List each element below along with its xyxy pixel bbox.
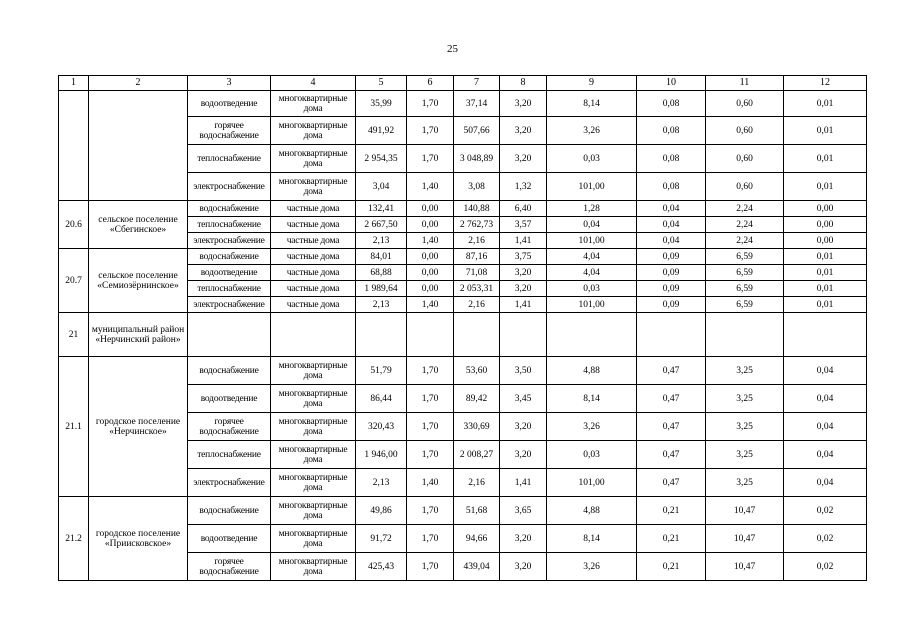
value-col8: 3,20 — [500, 281, 547, 297]
value-col11: 3,25 — [706, 413, 784, 441]
value-col5: 2,13 — [356, 297, 407, 313]
value-col8: 1,41 — [500, 297, 547, 313]
municipality-name — [89, 91, 188, 201]
value-col6: 0,00 — [407, 281, 454, 297]
value-col9: 0,04 — [547, 217, 637, 233]
column-number: 3 — [188, 76, 271, 91]
value-col12: 0,02 — [784, 553, 867, 581]
column-number: 4 — [271, 76, 356, 91]
value-col8: 3,20 — [500, 91, 547, 117]
value-col8: 3,65 — [500, 497, 547, 525]
value-col8: 3,20 — [500, 553, 547, 581]
value-col6: 1,70 — [407, 497, 454, 525]
value-col11: 6,59 — [706, 249, 784, 265]
value-col12: 0,00 — [784, 201, 867, 217]
value-col8: 3,20 — [500, 413, 547, 441]
value-col7: 71,08 — [454, 265, 500, 281]
value-col7: 89,42 — [454, 385, 500, 413]
value-col9: 3,26 — [547, 553, 637, 581]
value-col5: 132,41 — [356, 201, 407, 217]
value-col5: 86,44 — [356, 385, 407, 413]
value-col10: 0,08 — [637, 173, 706, 201]
value-col9: 0,03 — [547, 441, 637, 469]
utility-service: теплоснабжение — [188, 145, 271, 173]
utility-service: водоснабжение — [188, 357, 271, 385]
value-col7: 507,66 — [454, 117, 500, 145]
value-col12: 0,01 — [784, 297, 867, 313]
value-col9: 0,03 — [547, 145, 637, 173]
column-number: 1 — [59, 76, 89, 91]
column-number: 11 — [706, 76, 784, 91]
value-col8: 3,20 — [500, 117, 547, 145]
value-col12: 0,01 — [784, 249, 867, 265]
column-number: 12 — [784, 76, 867, 91]
value-col12: 0,01 — [784, 91, 867, 117]
value-col8 — [500, 313, 547, 357]
value-col11: 3,25 — [706, 441, 784, 469]
value-col6 — [407, 313, 454, 357]
table-row — [59, 313, 867, 357]
value-col5: 35,99 — [356, 91, 407, 117]
utility-service: водоотведение — [188, 525, 271, 553]
housing-type: частные дома — [271, 265, 356, 281]
housing-type: частные дома — [271, 281, 356, 297]
value-col6: 1,70 — [407, 413, 454, 441]
value-col12: 0,01 — [784, 281, 867, 297]
value-col7: 2,16 — [454, 469, 500, 497]
municipality-name: городское поселение «Нерчинское» — [89, 357, 188, 497]
value-col11: 0,60 — [706, 91, 784, 117]
value-col9: 4,04 — [547, 265, 637, 281]
value-col9: 0,03 — [547, 281, 637, 297]
municipality-name: городское поселение «Приисковское» — [89, 497, 188, 581]
value-col10: 0,47 — [637, 385, 706, 413]
value-col11: 10,47 — [706, 553, 784, 581]
value-col10: 0,09 — [637, 249, 706, 265]
value-col7: 2 008,27 — [454, 441, 500, 469]
value-col7: 2 762,73 — [454, 217, 500, 233]
value-col7: 330,69 — [454, 413, 500, 441]
tariff-table — [58, 75, 867, 581]
value-col6: 1,70 — [407, 117, 454, 145]
value-col5: 425,43 — [356, 553, 407, 581]
value-col10: 0,47 — [637, 469, 706, 497]
value-col10: 0,09 — [637, 265, 706, 281]
value-col7: 2,16 — [454, 297, 500, 313]
value-col10: 0,09 — [637, 297, 706, 313]
value-col5: 2 954,35 — [356, 145, 407, 173]
utility-service: электроснабжение — [188, 469, 271, 497]
value-col7 — [454, 313, 500, 357]
value-col9: 101,00 — [547, 173, 637, 201]
value-col7: 140,88 — [454, 201, 500, 217]
value-col6: 0,00 — [407, 217, 454, 233]
value-col6: 1,40 — [407, 297, 454, 313]
column-number: 2 — [89, 76, 188, 91]
table-row — [59, 497, 867, 525]
utility-service: водоотведение — [188, 265, 271, 281]
row-number: 20.6 — [59, 201, 89, 249]
value-col7: 51,68 — [454, 497, 500, 525]
row-number: 21.2 — [59, 497, 89, 581]
value-col5: 2,13 — [356, 469, 407, 497]
value-col10: 0,04 — [637, 217, 706, 233]
housing-type: многоквартирные дома — [271, 413, 356, 441]
value-col9: 101,00 — [547, 469, 637, 497]
value-col5: 320,43 — [356, 413, 407, 441]
housing-type: многоквартирные дома — [271, 497, 356, 525]
value-col9: 101,00 — [547, 233, 637, 249]
value-col7: 53,60 — [454, 357, 500, 385]
value-col6: 0,00 — [407, 249, 454, 265]
utility-service: горячее водоснабжение — [188, 413, 271, 441]
value-col9: 1,28 — [547, 201, 637, 217]
value-col10: 0,09 — [637, 281, 706, 297]
value-col7: 37,14 — [454, 91, 500, 117]
utility-service: водоснабжение — [188, 249, 271, 265]
value-col11: 6,59 — [706, 297, 784, 313]
value-col8: 1,41 — [500, 469, 547, 497]
value-col12: 0,04 — [784, 441, 867, 469]
row-number: 21.1 — [59, 357, 89, 497]
value-col11: 3,25 — [706, 469, 784, 497]
value-col12: 0,04 — [784, 469, 867, 497]
municipality-name: сельское поселение «Сбегинское» — [89, 201, 188, 249]
value-col8: 3,20 — [500, 265, 547, 281]
housing-type — [271, 313, 356, 357]
page-number: 25 — [447, 43, 458, 55]
housing-type: многоквартирные дома — [271, 117, 356, 145]
value-col7: 3,08 — [454, 173, 500, 201]
value-col11: 10,47 — [706, 497, 784, 525]
column-number-row — [59, 76, 867, 91]
utility-service: электроснабжение — [188, 173, 271, 201]
value-col5: 49,86 — [356, 497, 407, 525]
housing-type: многоквартирные дома — [271, 469, 356, 497]
value-col10: 0,04 — [637, 233, 706, 249]
value-col7: 2,16 — [454, 233, 500, 249]
value-col11: 10,47 — [706, 525, 784, 553]
value-col10: 0,08 — [637, 145, 706, 173]
table-row — [59, 91, 867, 117]
value-col7: 87,16 — [454, 249, 500, 265]
value-col8: 6,40 — [500, 201, 547, 217]
value-col5: 2,13 — [356, 233, 407, 249]
value-col12: 0,00 — [784, 233, 867, 249]
value-col11: 0,60 — [706, 145, 784, 173]
housing-type: многоквартирные дома — [271, 441, 356, 469]
value-col6: 1,70 — [407, 553, 454, 581]
value-col9: 3,26 — [547, 117, 637, 145]
value-col11: 2,24 — [706, 201, 784, 217]
value-col7: 94,66 — [454, 525, 500, 553]
value-col10: 0,21 — [637, 497, 706, 525]
utility-service: горячее водоснабжение — [188, 117, 271, 145]
value-col5: 2 667,50 — [356, 217, 407, 233]
utility-service: водоотведение — [188, 91, 271, 117]
value-col6: 1,70 — [407, 91, 454, 117]
utility-service: водоотведение — [188, 385, 271, 413]
value-col9: 101,00 — [547, 297, 637, 313]
value-col10: 0,08 — [637, 117, 706, 145]
value-col6: 1,70 — [407, 441, 454, 469]
value-col12: 0,01 — [784, 173, 867, 201]
value-col5: 68,88 — [356, 265, 407, 281]
value-col5: 1 946,00 — [356, 441, 407, 469]
column-number: 9 — [547, 76, 637, 91]
value-col5: 3,04 — [356, 173, 407, 201]
housing-type: многоквартирные дома — [271, 357, 356, 385]
housing-type: многоквартирные дома — [271, 525, 356, 553]
value-col11: 3,25 — [706, 357, 784, 385]
value-col8: 3,75 — [500, 249, 547, 265]
value-col11: 2,24 — [706, 233, 784, 249]
utility-service: теплоснабжение — [188, 441, 271, 469]
value-col11: 2,24 — [706, 217, 784, 233]
value-col9: 8,14 — [547, 385, 637, 413]
value-col12: 0,04 — [784, 357, 867, 385]
value-col11: 0,60 — [706, 173, 784, 201]
municipality-name: сельское поселение «Семиозёрнинское» — [89, 249, 188, 313]
column-number: 5 — [356, 76, 407, 91]
row-number: 21 — [59, 313, 89, 357]
value-col8: 3,57 — [500, 217, 547, 233]
value-col9: 4,88 — [547, 497, 637, 525]
value-col10: 0,08 — [637, 91, 706, 117]
column-number: 6 — [407, 76, 454, 91]
table-body — [59, 91, 867, 581]
column-number: 8 — [500, 76, 547, 91]
value-col11: 6,59 — [706, 281, 784, 297]
row-number — [59, 91, 89, 201]
value-col12: 0,01 — [784, 145, 867, 173]
value-col5: 1 989,64 — [356, 281, 407, 297]
value-col5: 91,72 — [356, 525, 407, 553]
value-col10: 0,21 — [637, 553, 706, 581]
value-col6: 1,70 — [407, 145, 454, 173]
value-col6: 1,40 — [407, 469, 454, 497]
table-row — [59, 201, 867, 217]
value-col9: 8,14 — [547, 91, 637, 117]
value-col10: 0,04 — [637, 201, 706, 217]
value-col6: 0,00 — [407, 265, 454, 281]
value-col6: 1,40 — [407, 173, 454, 201]
column-number: 10 — [637, 76, 706, 91]
value-col7: 439,04 — [454, 553, 500, 581]
housing-type: частные дома — [271, 297, 356, 313]
utility-service: теплоснабжение — [188, 217, 271, 233]
utility-service: водоснабжение — [188, 497, 271, 525]
utility-service: теплоснабжение — [188, 281, 271, 297]
value-col8: 3,50 — [500, 357, 547, 385]
value-col12: 0,01 — [784, 265, 867, 281]
value-col12: 0,04 — [784, 413, 867, 441]
value-col9: 4,88 — [547, 357, 637, 385]
value-col9 — [547, 313, 637, 357]
table-row — [59, 249, 867, 265]
value-col12 — [784, 313, 867, 357]
value-col9: 8,14 — [547, 525, 637, 553]
housing-type: частные дома — [271, 233, 356, 249]
municipality-name: муниципальный район «Нерчинский район» — [89, 313, 188, 357]
value-col12: 0,04 — [784, 385, 867, 413]
housing-type: многоквартирные дома — [271, 91, 356, 117]
housing-type: многоквартирные дома — [271, 173, 356, 201]
utility-service: электроснабжение — [188, 297, 271, 313]
value-col8: 1,32 — [500, 173, 547, 201]
utility-service: электроснабжение — [188, 233, 271, 249]
value-col10: 0,47 — [637, 413, 706, 441]
value-col8: 3,45 — [500, 385, 547, 413]
value-col11: 0,60 — [706, 117, 784, 145]
value-col11 — [706, 313, 784, 357]
value-col8: 3,20 — [500, 441, 547, 469]
value-col5: 491,92 — [356, 117, 407, 145]
value-col10: 0,21 — [637, 525, 706, 553]
value-col12: 0,01 — [784, 117, 867, 145]
housing-type: многоквартирные дома — [271, 145, 356, 173]
housing-type: частные дома — [271, 217, 356, 233]
value-col10: 0,47 — [637, 357, 706, 385]
utility-service: горячее водоснабжение — [188, 553, 271, 581]
value-col5: 84,01 — [356, 249, 407, 265]
value-col8: 1,41 — [500, 233, 547, 249]
value-col5: 51,79 — [356, 357, 407, 385]
column-number: 7 — [454, 76, 500, 91]
table-row — [59, 357, 867, 385]
housing-type: частные дома — [271, 201, 356, 217]
value-col6: 1,70 — [407, 357, 454, 385]
value-col6: 1,40 — [407, 233, 454, 249]
value-col12: 0,02 — [784, 525, 867, 553]
value-col7: 2 053,31 — [454, 281, 500, 297]
row-number: 20.7 — [59, 249, 89, 313]
value-col5 — [356, 313, 407, 357]
value-col10: 0,47 — [637, 441, 706, 469]
utility-service: водоснабжение — [188, 201, 271, 217]
value-col8: 3,20 — [500, 525, 547, 553]
value-col6: 1,70 — [407, 385, 454, 413]
value-col6: 1,70 — [407, 525, 454, 553]
value-col8: 3,20 — [500, 145, 547, 173]
value-col12: 0,02 — [784, 497, 867, 525]
value-col6: 0,00 — [407, 201, 454, 217]
value-col11: 3,25 — [706, 385, 784, 413]
housing-type: многоквартирные дома — [271, 385, 356, 413]
utility-service — [188, 313, 271, 357]
housing-type: многоквартирные дома — [271, 553, 356, 581]
value-col10 — [637, 313, 706, 357]
value-col7: 3 048,89 — [454, 145, 500, 173]
value-col9: 3,26 — [547, 413, 637, 441]
housing-type: частные дома — [271, 249, 356, 265]
value-col12: 0,00 — [784, 217, 867, 233]
value-col9: 4,04 — [547, 249, 637, 265]
value-col11: 6,59 — [706, 265, 784, 281]
